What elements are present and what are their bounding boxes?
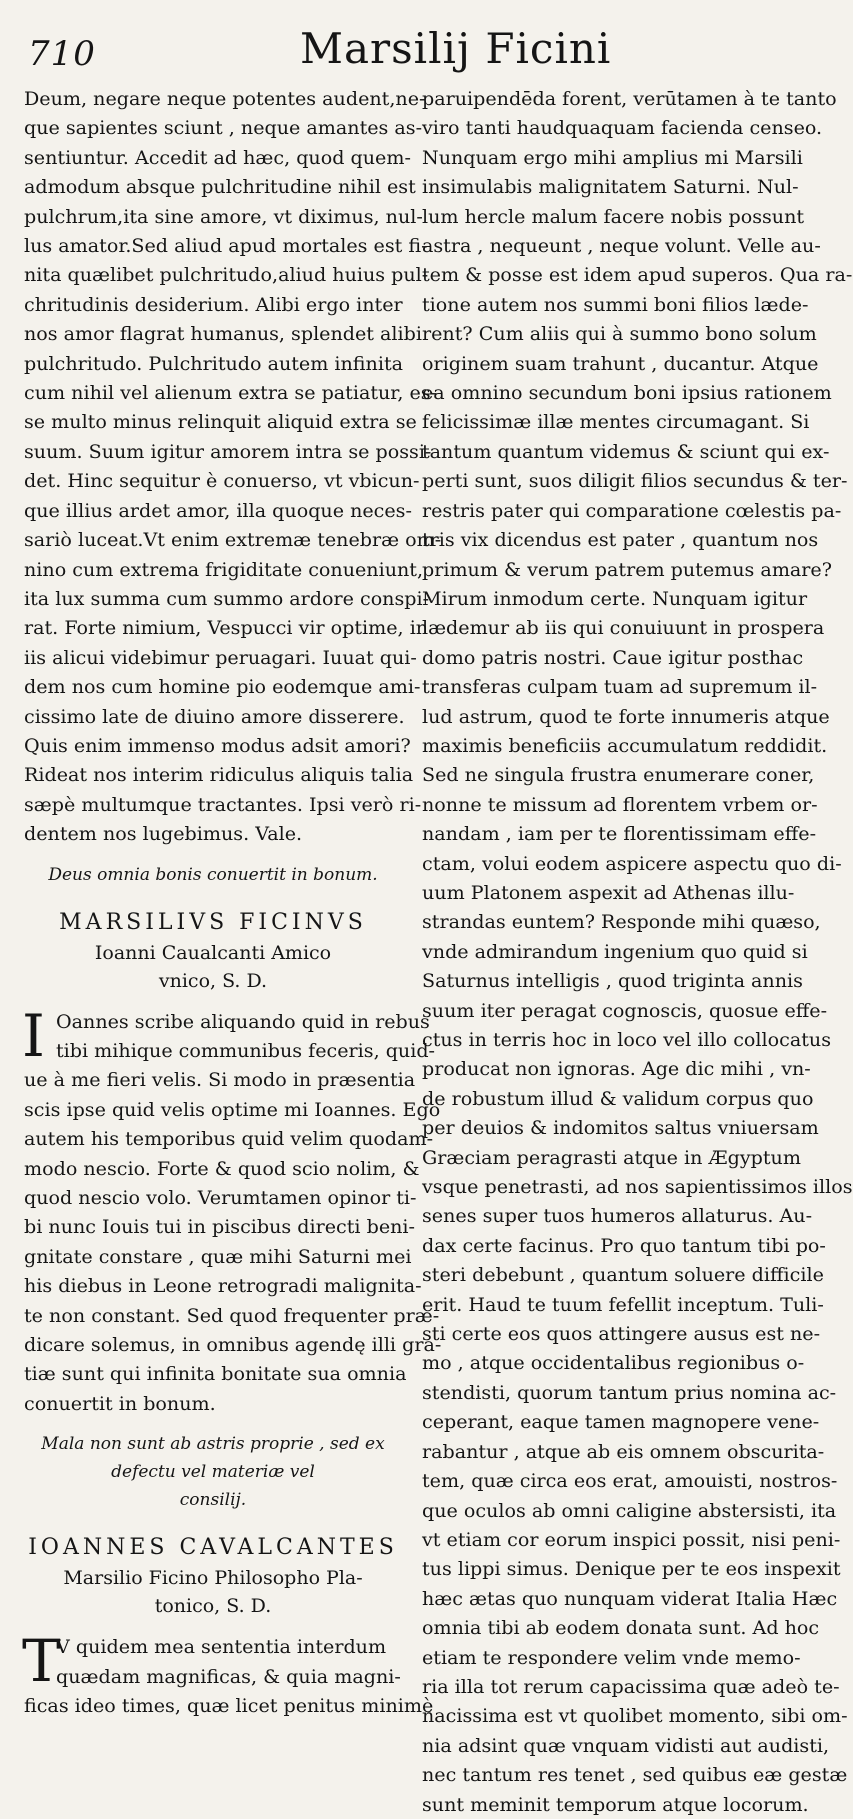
text-line: lædemur ab iis qui conuiuunt in prospera [422,616,825,640]
text-line: consilij. [179,1490,247,1511]
text-line: nos amor flagrat humanus, splendet alibi [24,322,422,346]
text-line: Saturnus intelligis , quod triginta annis [422,969,803,993]
text-line: Sed ne singula frustra enumerare coner, [422,763,815,787]
text-line: Nunquam ergo mihi amplius mi Marsili [422,145,803,169]
text-line: sentiuntur. Accedit ad hæc, quod quem- [24,145,411,169]
text-line: dicare solemus, in omnibus agendę illi gra- [24,1333,442,1357]
text-line: ctam, volui eodem aspicere aspectu quo di- [422,851,842,875]
text-line: sti certe eos quos attingere ausus est ne- [422,1322,821,1346]
text-line: cum nihil vel alienum extra se patiatur, es- [24,381,438,405]
text-line: ea omnino secundum boni ipsius rationem [422,381,832,405]
text-line: mo , atque occidentalibus regionibus o- [422,1351,805,1375]
letter-heading-salutation: vnico, S. D. [158,969,268,992]
text-line: nandam , iam per te florentissimam effe- [422,822,817,846]
text-line: erit. Haud te tuum fefellit inceptum. Tuli- [422,1292,824,1316]
text-line: ita lux summa cum summo ardore conspi- [24,586,430,610]
text-line: Mirum inmodum certe. Nunquam igitur [422,586,808,610]
text-line: domo patris nostri. Caue igitur posthac [422,645,804,669]
text-line: sæpè multumque tractantes. Ipsi verò ri- [24,792,422,816]
text-line: cissimo late de diuino amore disserere. [24,704,405,728]
motto [24,1430,402,1514]
letter-text [22,1627,434,1720]
text-line: perti sunt, suos diligit filios secundus & ter- [422,469,848,493]
text-line: pulchritudo. Pulchritudo autem infinita [24,351,404,375]
text-line: quod nescio volo. Verumtamen opinor ti- [24,1186,417,1209]
text-line: tem, quæ circa eos erat, amouisti, nostros- [422,1469,838,1493]
right-column [422,84,853,1819]
text-line: ria illa tot rerum capacissima quæ adeò te- [422,1674,840,1698]
text-line: senes super tuos humeros allaturus. Au- [422,1204,813,1228]
text-line: pulchrum,ita sine amore, vt diximus, nul- [24,204,423,228]
text-line: his diebus in Leone retrogradi malignita- [24,1274,422,1298]
text-line: rent? Cum aliis qui à summo bono solum [422,322,817,346]
letter-heading-recipient: Ioanni Caualcanti Amico [94,941,332,964]
left-column [22,84,442,1720]
text-line: bi nunc Iouis tui in piscibus directi beni- [24,1215,415,1239]
text-line: Græciam peragrasti atque in Ægyptum [422,1145,801,1169]
text-line: tione autem nos summi boni filios læde- [422,292,809,316]
text-line: lum hercle malum facere nobis possunt [422,204,805,228]
text-line: tris vix dicendus est pater , quantum nos [422,528,819,552]
text-line: felicissimæ illæ mentes circumagant. Si [422,410,810,434]
left-text-block [24,84,442,849]
text-line: astra , nequeunt , neque volunt. Velle au- [422,234,821,258]
text-line: tibi mihique communibus feceris, quid- [56,1038,436,1062]
text-line: uum Platonem aspexit ad Athenas illu- [422,880,795,904]
text-line: dem nos cum homine pio eodemque ami- [24,675,421,699]
text-line: insimulabis malignitatem Saturni. Nul- [422,175,799,199]
text-line: autem his temporibus quid velim quodam- [24,1127,434,1151]
text-line: etiam te respondere velim vnde memo- [422,1645,801,1669]
text-line: defectu vel materiæ vel [111,1462,315,1483]
letter-text [22,1001,442,1419]
text-line: tem & posse est idem apud superos. Qua ra- [422,263,853,287]
text-line: ctus in terris hoc in loco vel illo collocatus [422,1028,831,1051]
letter-body [22,1001,442,1419]
letter-heading-sender: MARSILIVS FICINVS [59,909,367,935]
text-line: det. Hinc sequitur è conuerso, vt vbicun- [24,469,420,493]
text-line: steri debebunt , quantum soluere difficile [422,1263,824,1287]
text-line: Oannes scribe aliquando quid in rebus [56,1009,430,1033]
motto: Deus omnia bonis conuertit in bonum. [48,864,378,885]
drop-cap: T [22,1627,61,1696]
text-line: originem suam trahunt , ducantur. Atque [422,351,819,375]
text-line: se multo minus relinquit aliquid extra se [24,410,417,434]
text-line: quædam magnificas, & quia magni- [56,1664,401,1688]
text-line: modo nescio. Forte & quod scio nolim, & [24,1156,420,1180]
text-line: de robustum illud & validum corpus quo [422,1086,814,1110]
text-line: V quidem mea sententia interdum [56,1635,387,1659]
text-line: nia adsint quæ vnquam vidisti aut audisti, [422,1733,830,1757]
text-line: ficas ideo times, quæ licet penitus minimè [24,1694,434,1718]
text-line: hæc ætas quo nunquam viderat Italia Hæc [422,1586,838,1610]
page-header [0,0,800,80]
text-line: admodum absque pulchritudine nihil est [24,175,416,199]
text-line: dax certe facinus. Pro quo tantum tibi po- [422,1233,826,1257]
text-line: per deuios & indomitos saltus vniuersam [422,1116,819,1140]
text-line: vnde admirandum ingenium quo quid si [422,939,808,963]
text-line: vsque penetrasti, ad nos sapientissimos illos [422,1175,853,1199]
text-line: te non constant. Sed quod frequenter præ- [24,1303,440,1327]
text-line: primum & verum patrem putemus amare? [422,557,832,581]
text-line: suum iter peragat cognoscis, quosue effe- [422,998,828,1022]
text-line: conuertit in bonum. [24,1391,216,1415]
text-line: rat. Forte nimium, Vespucci vir optime, in [24,616,429,640]
text-line: strandas euntem? Responde mihi quæso, [422,910,821,934]
text-line: chritudinis desiderium. Alibi ergo inter [24,292,403,316]
text-line: gnitate constare , quæ mihi Saturni mei [24,1244,412,1268]
text-line: rabantur , atque ab eis omnem obscurita- [422,1439,825,1463]
text-line: Quis enim immenso modus adsit amori? [24,733,411,757]
letter-heading-sender: IOANNES CAVALCANTES [28,1535,398,1561]
text-line: que sapientes sciunt , neque amantes as- [24,116,423,140]
text-line: nita quælibet pulchritudo,aliud huius pul- [24,263,429,287]
text-line: que oculos ab omni caligine abstersisti, ita [422,1498,837,1522]
text-line: sariò luceat.Vt enim extremæ tenebræ om- [24,528,442,552]
letter-heading-salutation: tonico, S. D. [154,1595,272,1618]
text-line: nonne te missum ad florentem vrbem or- [422,792,818,816]
text-line: Mala non sunt ab astris proprie , sed ex [41,1434,385,1455]
text-line: nec tantum res tenet , sed quibus eæ gestæ [422,1763,848,1787]
text-line: stendisti, quorum tantum prius nomina ac- [422,1380,837,1404]
text-line: Rideat nos interim ridiculus aliquis talia [24,763,414,787]
letter-heading-recipient: Marsilio Ficino Philosopho Pla- [63,1567,363,1590]
text-line: tus lippi simus. Denique per te eos inspexit [422,1557,841,1581]
text-line: vt etiam cor eorum inspici possit, nisi peni- [422,1527,841,1551]
text-line: transferas culpam tuam ad supremum il- [422,675,818,699]
text-line: lus amator.Sed aliud apud mortales est fi- [24,234,428,258]
text-line: omnia tibi ab eodem donata sunt. Ad hoc [422,1616,820,1640]
text-line: suum. Suum igitur amorem intra se possi- [24,439,432,463]
text-line: que illius ardet amor, illa quoque neces- [24,498,412,522]
text-line: Deum, negare neque potentes audent,ne- [24,87,426,110]
text-line: maximis beneficiis accumulatum reddidit. [422,733,828,757]
text-line: tantum quantum videmus & sciunt qui ex- [422,439,830,463]
text-line: viro tanti haudquaquam facienda censeo. [422,116,823,140]
text-line: nino cum extrema frigiditate conueniunt, [24,557,424,581]
text-line: restris pater qui comparatione cœlestis pa- [422,498,842,522]
text-line: nacissima est vt quolibet momento, sibi om- [422,1704,848,1728]
running-title: Marsilij Ficini [300,24,612,73]
text-line: sunt meminit temporum atque locorum. [422,1792,809,1816]
text-line: ue à me fieri velis. Si modo in præsentia [24,1068,416,1092]
page-number: 710 [28,34,96,74]
text-line: lud astrum, quod te forte innumeris atque [422,704,830,728]
right-text-block [422,84,853,1819]
letter-body [22,1627,434,1720]
text-line: paruipendēda forent, verūtamen à te tanto [422,87,837,110]
text-line: ceperant, eaque tamen magnopere vene- [422,1410,820,1434]
drop-cap: I [22,1001,45,1070]
text-line: scis ipse quid velis optime mi Ioannes. Ego [24,1097,441,1121]
text-line: producat non ignoras. Age dic mihi , vn- [422,1057,811,1081]
text-line: dentem nos lugebimus. Vale. [24,822,303,846]
text-line: iis alicui videbimur peruagari. Iuuat qui- [24,645,417,669]
text-line: tiæ sunt qui infinita bonitate sua omnia [24,1362,407,1386]
